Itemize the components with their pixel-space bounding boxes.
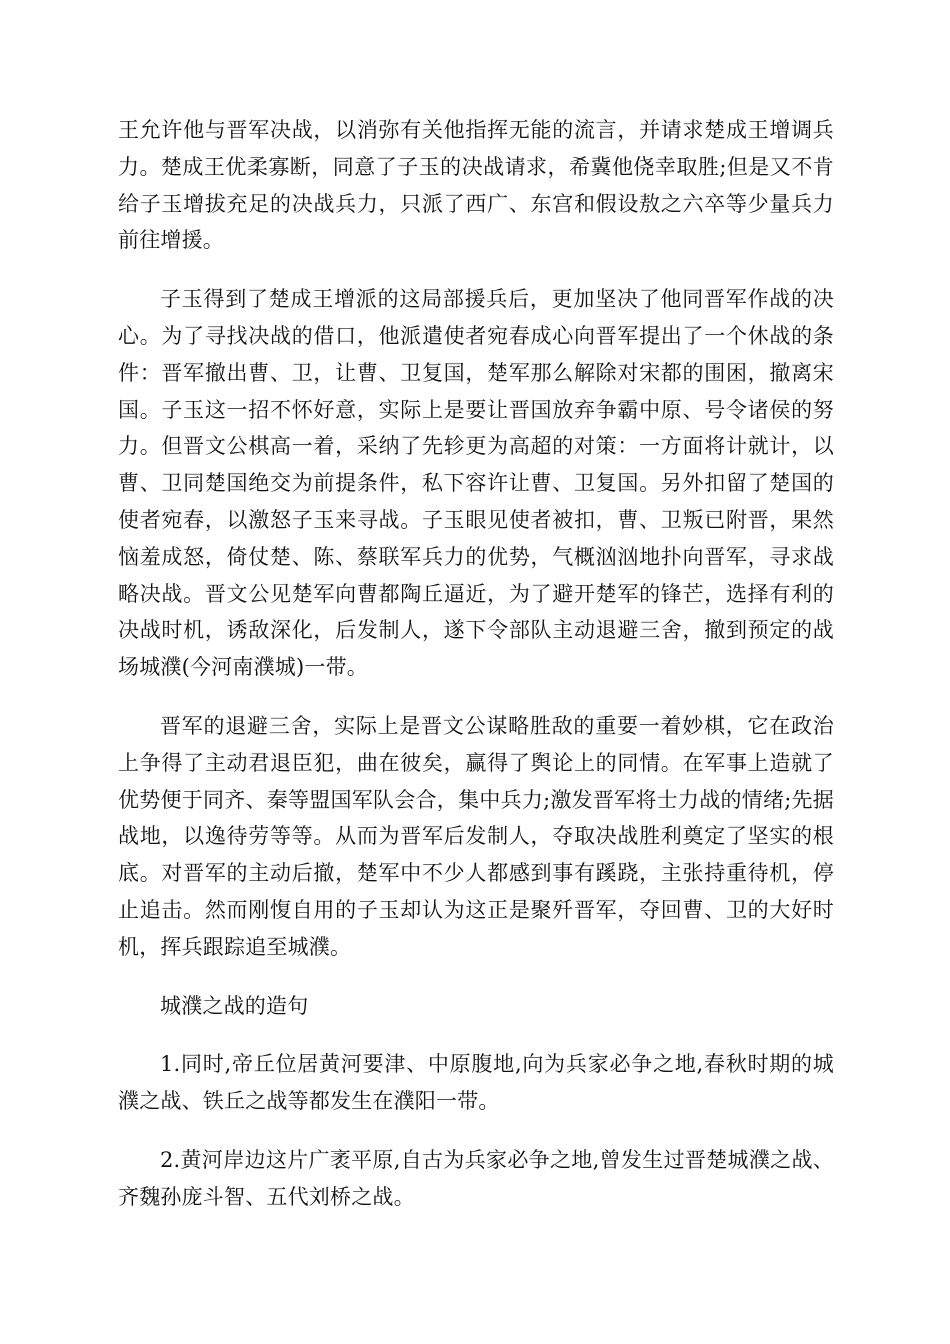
example-sentence-1: 1.同时,帝丘位居黄河要津、中原腹地,向为兵家必争之地,春秋时期的城濮之战、铁丘之战等都发生在濮阳一带。 [118, 1052, 834, 1114]
example-sentence-2: 2.黄河岸边这片广袤平原,自古为兵家必争之地,曾发生过晋楚城濮之战、齐魏孙庞斗智、五代刘桥之战。 [118, 1147, 834, 1209]
paragraph-chuyu-ceasefire: 子玉得到了楚成王增派的这局部援兵后，更加坚决了他同晋军作战的决心。为了寻找决战的借口，他派遣使者宛春成心向晋军提出了一个休战的条件：晋军撤出曹、卫，让曹、卫复国，楚军那么解除对宋都的围困，撤离宋国。子玉这一招不怀好意，实际上是要让晋国放弃争霸中原、号令诸侯的努力。但晋文公棋高一着，采纳了先轸更为高超的对策：一方面将计就计，以曹、卫同楚国绝交为前提条件，私下容许让曹、卫复国。另外扣留了楚国的使者宛春，以激怒子玉来寻战。子玉眼见使者被扣，曹、卫叛已附晋，果然恼羞成怒，倚仗楚、陈、蔡联军兵力的优势，气概汹汹地扑向晋军，寻求战略决战。晋文公见楚军向曹都陶丘逼近，为了避开楚军的锋芒，选择有利的决战时机，诱敌深化，后发制人，遂下令部队主动退避三舍，撤到预定的战场城濮(今河南濮城)一带。 [118, 287, 834, 680]
section-heading-example-sentences: 城濮之战的造句 [160, 993, 309, 1018]
paragraph-retreat-three-she: 晋军的退避三舍，实际上是晋文公谋略胜敌的重要一着妙棋，它在政治上争得了主动君退臣犯，曲在彼矣，赢得了舆论上的同情。在军事上造就了优势便于同齐、秦等盟国军队会合，集中兵力;激发晋军将士力战的情绪;先据战地，以逸待劳等等。从而为晋军后发制人，夺取决战胜利奠定了坚实的根底。对晋军的主动后撤，楚军中不少人都感到事有蹊跷，主张持重待机，停止追击。然而刚愎自用的子玉却认为这正是聚歼晋军，夺回曹、卫的大好时机，挥兵跟踪追至城濮。 [118, 713, 834, 959]
paragraph-continuation: 王允许他与晋军决战，以消弥有关他指挥无能的流言，并请求楚成王增调兵力。楚成王优柔寡断，同意了子玉的决战请求，希冀他侥幸取胜;但是又不肯给子玉增拔充足的决战兵力，只派了西广、东宫和假设敖之六卒等少量兵力前往增援。 [118, 118, 834, 253]
document-body [118, 112, 834, 1238]
